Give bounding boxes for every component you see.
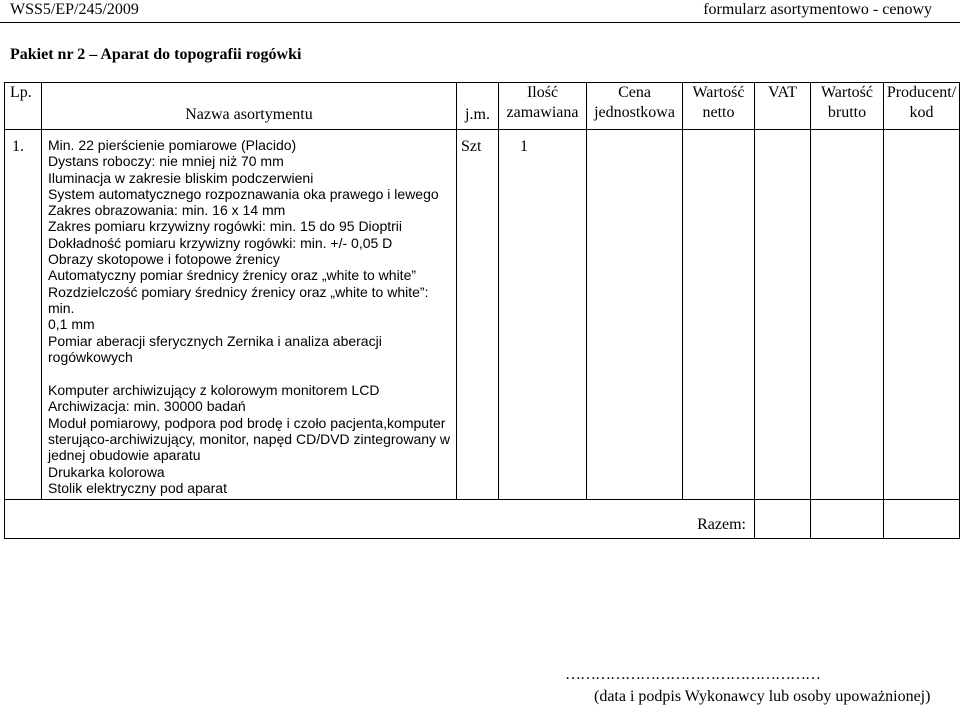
column-header-producer: [884, 83, 960, 130]
description-line: Pomiar aberacji sferycznych Zernika i analiza aberacji: [48, 332, 382, 349]
column-header-gross-value-line1: Wartość: [820, 84, 874, 101]
column-header-lp: Lp.: [5, 83, 42, 130]
row-gross-value[interactable]: [811, 130, 884, 500]
total-gross-value[interactable]: [811, 500, 884, 539]
column-header-gross-value: [811, 83, 884, 130]
row-description: [42, 130, 457, 500]
column-header-name: Nazwa asortymentu: [42, 83, 457, 130]
description-line: Drukarka kolorowa: [48, 463, 165, 480]
row-producer[interactable]: [884, 130, 960, 500]
assortment-table: [4, 82, 960, 539]
column-header-quantity: [499, 83, 587, 130]
description-line: 0,1 mm: [48, 316, 95, 333]
row-unit-price[interactable]: [587, 130, 683, 500]
row-vat[interactable]: [755, 130, 811, 500]
column-header-net-value: [683, 83, 755, 130]
signature-line: ……………………………………………: [565, 666, 820, 683]
description-line: Iluminacja w zakresie bliskim podczerwieni: [48, 169, 314, 186]
column-header-producer-line2: kod: [909, 104, 934, 121]
document-reference: WSS5/EP/245/2009: [10, 1, 139, 18]
signature-caption: (data i podpis Wykonawcy lub osoby upoważnionej): [594, 688, 931, 705]
column-header-unit: j.m.: [457, 83, 499, 130]
description-line: Rozdzielczość pomiary średnicy źrenicy oraz „white to white”: min.: [48, 283, 429, 316]
column-header-unit-price: [587, 83, 683, 130]
table-header-row: [5, 83, 960, 130]
description-gap: [48, 365, 452, 382]
description-spec-list: [48, 137, 452, 365]
row-unit: Szt: [457, 130, 499, 500]
description-line: Obrazy skotopowe i fotopowe źrenicy: [48, 251, 280, 268]
row-lp: 1.: [5, 130, 42, 500]
form-type: formularz asortymentowo - cenowy: [703, 1, 932, 18]
description-line: Automatyczny pomiar średnicy źrenicy oraz „white to white”: [48, 267, 417, 284]
description-line: Zakres obrazowania: min. 16 x 14 mm: [48, 202, 286, 219]
column-header-unit-price-line1: Cena: [618, 84, 651, 101]
description-line: sterująco-archiwizujący, monitor, napęd CD/DVD zintegrowany w: [48, 431, 451, 448]
description-line: Moduł pomiarowy, podpora pod brodę i czoło pacjenta,komputer: [48, 414, 446, 431]
column-header-net-value-line1: Wartość: [692, 84, 745, 101]
description-line: Dystans roboczy: nie mniej niż 70 mm: [48, 153, 284, 170]
description-line: Komputer archiwizujący z kolorowym monitorem LCD: [48, 382, 380, 399]
total-producer[interactable]: [884, 500, 960, 539]
row-quantity: 1: [499, 130, 587, 500]
package-title: Pakiet nr 2 – Aparat do topografii rogówki: [10, 46, 302, 63]
column-header-unit-price-line2: jednostkowa: [594, 104, 675, 121]
description-line: jednej obudowie aparatu: [48, 447, 201, 464]
description-line: Zakres pomiaru krzywizny rogówki: min. 15 do 95 Dioptrii: [48, 218, 403, 235]
table-row: [5, 130, 960, 500]
total-vat[interactable]: [755, 500, 811, 539]
description-line: rogówkowych: [48, 348, 133, 365]
description-line: Stolik elektryczny pod aparat: [48, 479, 227, 496]
header-rule: [0, 22, 960, 23]
description-line: Min. 22 pierścienie pomiarowe (Placido): [48, 137, 297, 153]
column-header-vat: VAT: [755, 83, 811, 130]
description-line: Archiwizacja: min. 30000 badań: [48, 398, 246, 415]
column-header-net-value-line2: netto: [702, 104, 735, 121]
row-net-value[interactable]: [683, 130, 755, 500]
column-header-gross-value-line2: brutto: [827, 104, 867, 121]
description-line: System automatycznego rozpoznawania oka prawego i lewego: [48, 185, 439, 202]
description-line: Dokładność pomiaru krzywizny rogówki: min. +/- 0,05 D: [48, 234, 393, 251]
column-header-quantity-line1: Ilość: [526, 84, 559, 101]
description-equipment-list: [48, 382, 452, 496]
column-header-producer-line1: Producent/: [886, 84, 957, 101]
total-row: [5, 500, 960, 539]
total-label: Razem:: [5, 500, 755, 539]
column-header-quantity-line2: zamawiana: [506, 104, 579, 121]
